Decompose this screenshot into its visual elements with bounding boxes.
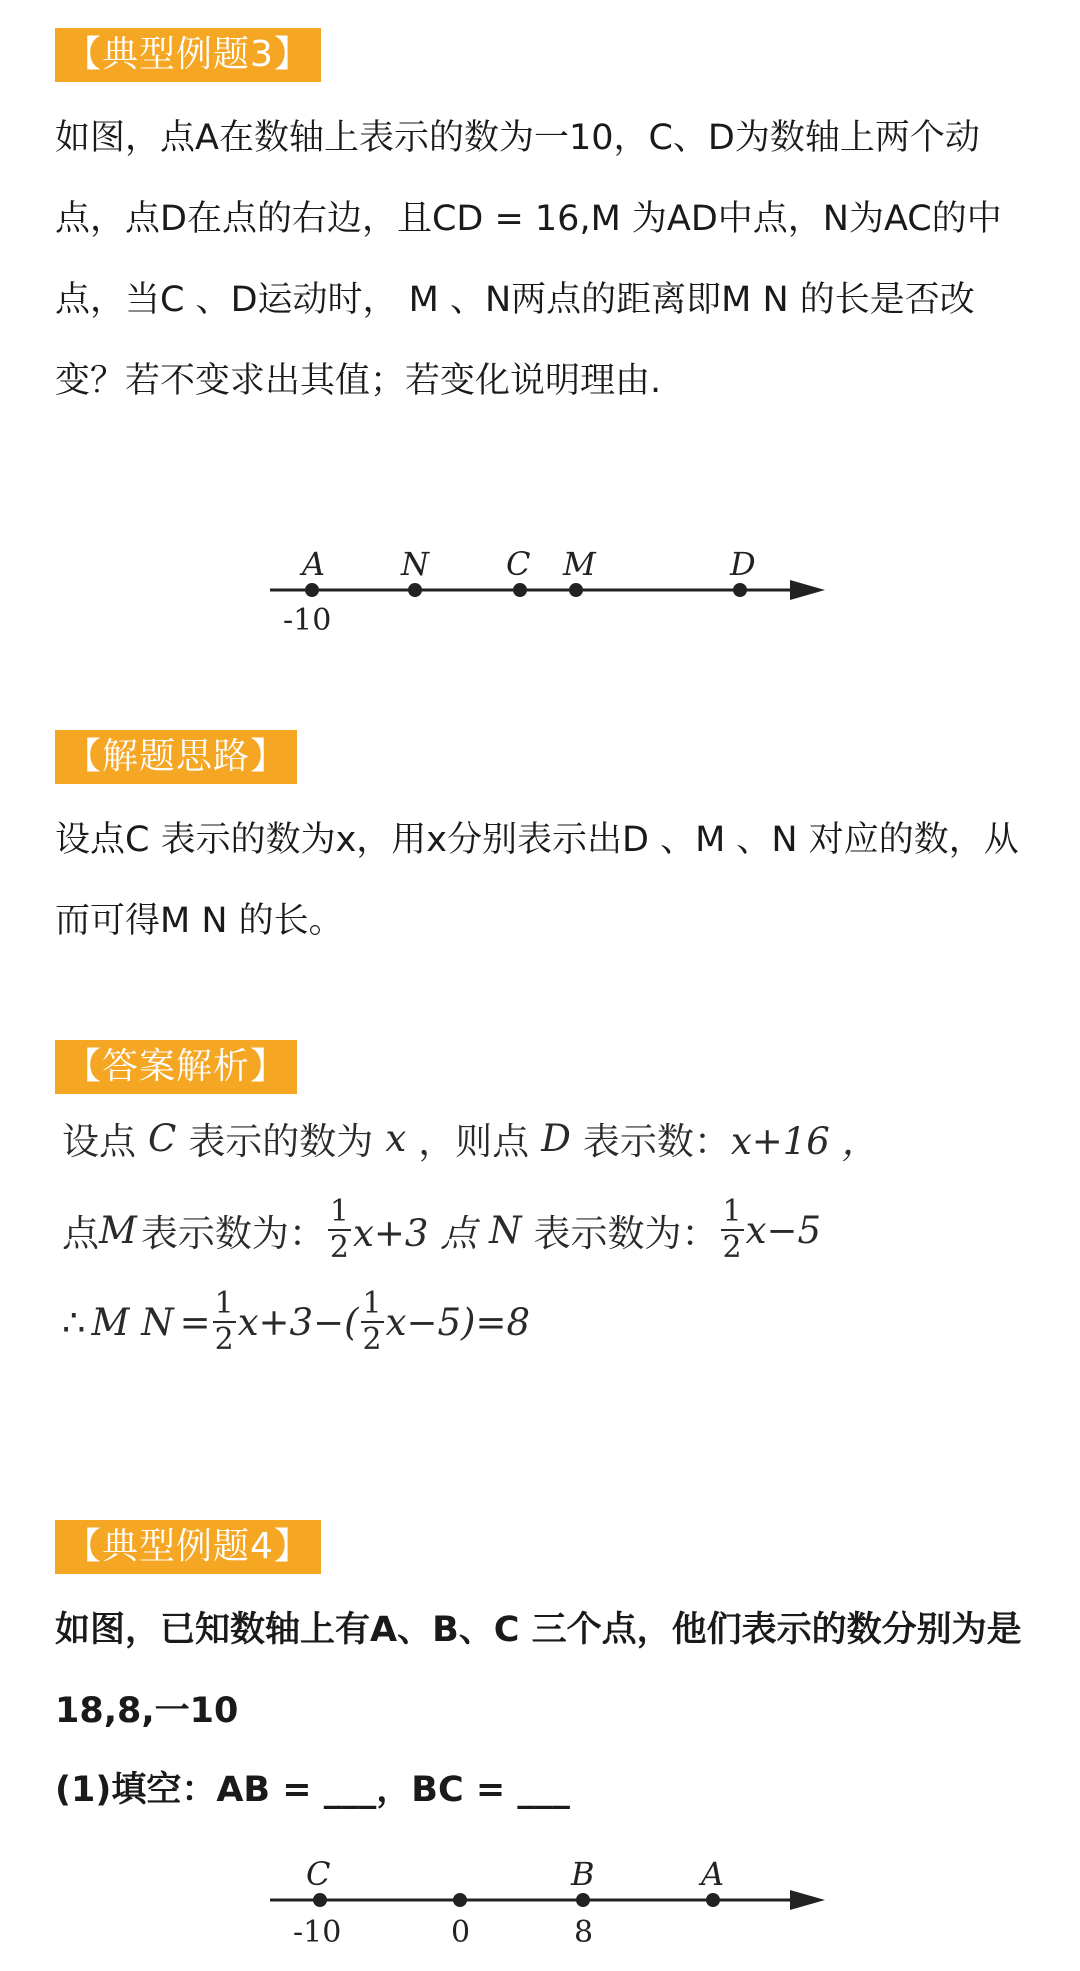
example4-tag: 【典型例题4】	[55, 1520, 321, 1574]
answer-line-3	[62, 1282, 530, 1362]
number-line-figure-1	[0, 540, 1080, 650]
fraction-half: $\frac{1}{2}$	[214, 1286, 234, 1357]
answer-text: 表示数为：	[533, 1212, 719, 1255]
point-D	[733, 583, 747, 597]
label-D: D	[730, 545, 756, 583]
expr-D: x+16 ，	[730, 1120, 879, 1163]
var-x: x	[385, 1116, 407, 1160]
label-M: M	[563, 545, 596, 583]
var-N: N	[489, 1208, 522, 1252]
fraction-half: $\frac{1}{2}$	[329, 1194, 349, 1265]
fraction-half: $\frac{1}{2}$	[722, 1194, 742, 1265]
equals: =	[179, 1300, 211, 1344]
fraction-half: $\frac{1}{2}$	[362, 1286, 382, 1357]
point-C	[313, 1893, 327, 1907]
var-M: M	[99, 1208, 137, 1252]
expr-diff: x+3−(	[237, 1300, 359, 1344]
example4-fill: (1)填空：AB = ___，BC = ___	[55, 1770, 570, 1810]
answer-text: 设点	[62, 1120, 136, 1163]
label-zero: 0	[451, 1915, 471, 1950]
answer-text: 表示数为：	[140, 1212, 326, 1255]
label-B: B	[571, 1855, 595, 1893]
var-D: D	[541, 1116, 571, 1160]
label-minus-10: -10	[283, 603, 332, 638]
expr-result: x−5)=8	[385, 1300, 531, 1344]
point-N	[408, 583, 422, 597]
point-A	[305, 583, 319, 597]
answer-tag: 【答案解析】	[55, 1040, 297, 1094]
label-C: C	[306, 1855, 331, 1893]
answer-text: ，则点	[418, 1120, 530, 1163]
idea-tag: 【解题思路】	[55, 730, 297, 784]
example3-question: 如图，点A在数轴上表示的数为一10，C、D为数轴上两个动点，点D在点的右边，且CD = 16,M 为AD中点，N为AC的中点，当C 、D运动时， M 、N两点的距离即M N 的长是否改变？若不变求出其值；若变化说明理由.	[55, 118, 1002, 401]
answer-line-2	[62, 1190, 821, 1270]
example4-question: 如图，已知数轴上有A、B、C 三个点，他们表示的数分别为是18,8,一10	[55, 1610, 1022, 1731]
answer-line-1	[62, 1098, 879, 1178]
label-C: C	[506, 545, 531, 583]
point-C	[513, 583, 527, 597]
expr-N: x−5	[745, 1208, 822, 1252]
label-N: N	[401, 545, 429, 583]
number-line-figure-2	[0, 1850, 1080, 1960]
therefore-symbol: ∴	[62, 1300, 86, 1344]
expr-M: x+3 点	[352, 1212, 478, 1255]
idea-text: 设点C 表示的数为x，用x分别表示出D 、M 、N 对应的数，从而可得M N 的长。	[55, 820, 1019, 941]
answer-text: 点	[62, 1212, 99, 1255]
example3-tag: 【典型例题3】	[55, 28, 321, 82]
label-A: A	[302, 545, 326, 583]
point-0	[453, 1893, 467, 1907]
label-eight: 8	[574, 1915, 594, 1950]
var-MN: M N	[91, 1300, 174, 1344]
point-A	[706, 1893, 720, 1907]
label-A: A	[701, 1855, 725, 1893]
point-M	[569, 583, 583, 597]
point-B	[576, 1893, 590, 1907]
answer-text: 表示数：	[582, 1120, 731, 1163]
answer-text: 表示的数为	[188, 1120, 374, 1163]
var-C: C	[148, 1116, 177, 1160]
label-minus-10: -10	[293, 1915, 342, 1950]
